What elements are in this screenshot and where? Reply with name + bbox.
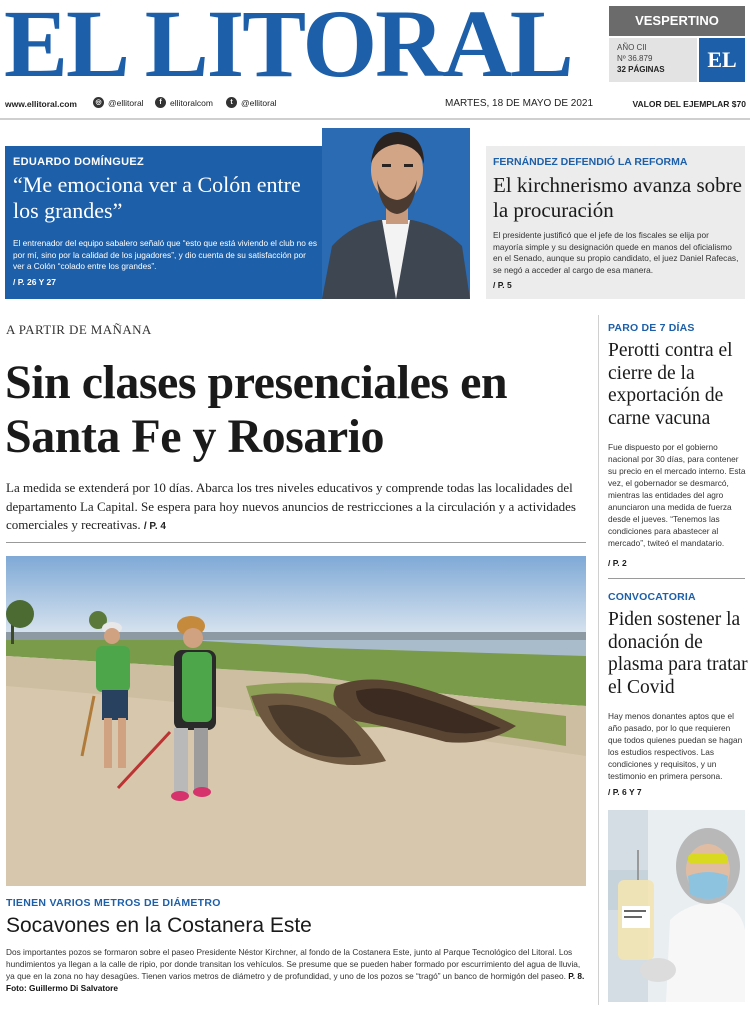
politics-summary: El presidente justificó que el jefe de los fiscales se elija por mayoría simple y su designación quede en manos del oficialismo en el Senado, aunque su propio candidato, el juez Daniel Rafecas, se negó a acceder al cargo de esa manera. bbox=[493, 230, 739, 275]
photo-story-text: Dos importantes pozos se formaron sobre el paseo Presidente Néstor Kirchner, al fondo de la Costanera Este, junto al Parque Tecnológico del Litoral. Los hundimientos ya llegan a la calle de ripio, por donde transitan los vehículos. Se presume que se pueden haber formado por escurrimiento del agua de lluvia, ya que en la zona no hay desagües. Tienen varios metros de diámetro y de profundidad, y uno de los pozos se “tragó” un banco de hormigón del paseo. bbox=[6, 947, 581, 981]
sidebar-story-2-summary: Hay menos donantes aptos que el año pasado, por lo que requieren que todos quienes puedan se hagan los estudios respectivos. Las condiciones y requisitos, y un testimonio en primera persona. bbox=[608, 711, 743, 781]
website-link[interactable]: www.ellitoral.com bbox=[5, 99, 77, 109]
facebook-link[interactable] bbox=[155, 97, 213, 108]
header-divider bbox=[0, 118, 750, 120]
sports-summary: El entrenador del equipo sabalero señaló que “esto que está viviendo el club no es por mí, sino por la calidad de los jugadores”, y dio cuenta de su satisfacción por ver a Colón “colado entre los grandes”. bbox=[13, 238, 317, 271]
main-page-ref: / P. 4 bbox=[143, 521, 166, 532]
sports-headline[interactable]: “Me emociona ver a Colón entre los grandes” bbox=[13, 172, 301, 223]
main-summary bbox=[6, 479, 590, 537]
facebook-handle: ellitoralcom bbox=[170, 97, 213, 108]
page-count: 32 PÁGINAS bbox=[617, 65, 665, 74]
issue-date: MARTES, 18 DE MAYO DE 2021 bbox=[445, 98, 594, 109]
instagram-link[interactable] bbox=[93, 97, 144, 108]
issue-info bbox=[609, 38, 697, 82]
main-headline[interactable]: Sin clases presenciales en Santa Fe y Rosario bbox=[5, 356, 508, 463]
main-summary-text: La medida se extenderá por 10 días. Abarca los tres niveles educativos y comprende todas las localidades del departamento La Capital. Se espera para hoy nuevos anuncios de restricciones a la circulación y a actividades comerciales y recreativas. bbox=[6, 480, 576, 532]
instagram-icon: ◎ bbox=[93, 97, 104, 108]
sports-page-ref: / P. 26 Y 27 bbox=[13, 277, 57, 287]
info-bar bbox=[5, 96, 746, 112]
photo-story-headline[interactable]: Socavones en la Costanera Este bbox=[6, 914, 312, 937]
sidebar-story-1-summary: Fue dispuesto por el gobierno nacional por 30 días, para contener su precio en el mercado interno. Esta vez, el gobernador se desmarcó, mientras las entidades del agro anunciaron una medida de fuerza desde el jueves. “Tenemos las condiciones para abastecer al mercado”, twiteó el mandatario. bbox=[608, 442, 746, 548]
edition-badge: VESPERTINO bbox=[609, 6, 745, 36]
facebook-icon: f bbox=[155, 97, 166, 108]
instagram-handle: @ellitoral bbox=[108, 97, 144, 108]
twitter-icon: t bbox=[226, 97, 237, 108]
sidebar-story-2-kicker: CONVOCATORIA bbox=[608, 591, 696, 603]
issue-price: VALOR DEL EJEMPLAR $70 bbox=[632, 99, 746, 109]
plasma-lab-photo bbox=[608, 810, 745, 1002]
twitter-handle: @ellitoral bbox=[241, 97, 277, 108]
sidebar-story-2-page-ref: / P. 6 Y 7 bbox=[608, 787, 642, 797]
sports-kicker: EDUARDO DOMÍNGUEZ bbox=[13, 156, 144, 168]
issue-number: Nº 36.879 bbox=[617, 54, 653, 63]
sidebar-story-1-kicker: PARO DE 7 DÍAS bbox=[608, 322, 695, 334]
photo-story-credit: P. 8. Foto: Guillermo Di Salvatore bbox=[6, 971, 585, 993]
photo-story-summary bbox=[6, 946, 588, 994]
costanera-photo bbox=[6, 556, 586, 886]
main-divider bbox=[6, 542, 586, 543]
coach-portrait bbox=[322, 128, 470, 299]
newspaper-logo: EL LITORAL bbox=[4, 0, 572, 97]
sidebar-story-1-page-ref: / P. 2 bbox=[608, 558, 627, 568]
el-logo-mark: EL bbox=[699, 38, 745, 82]
politics-kicker: FERNÁNDEZ DEFENDIÓ LA REFORMA bbox=[493, 156, 688, 168]
issue-year: AÑO CII bbox=[617, 43, 647, 52]
sidebar-story-2-headline[interactable]: Piden sostener la donación de plasma para tratar el Covid bbox=[608, 609, 748, 698]
main-kicker: A PARTIR DE MAÑANA bbox=[6, 322, 152, 337]
column-divider bbox=[598, 315, 599, 1005]
sidebar-story-1-headline[interactable]: Perotti contra el cierre de la exportación de carne vacuna bbox=[608, 340, 733, 429]
twitter-link[interactable] bbox=[226, 97, 277, 108]
politics-headline[interactable]: El kirchnerismo avanza sobre la procuración bbox=[493, 173, 742, 222]
politics-page-ref: / P. 5 bbox=[493, 280, 512, 290]
photo-story-kicker: TIENEN VARIOS METROS DE DIÁMETRO bbox=[6, 897, 221, 909]
sidebar-divider bbox=[608, 578, 745, 579]
